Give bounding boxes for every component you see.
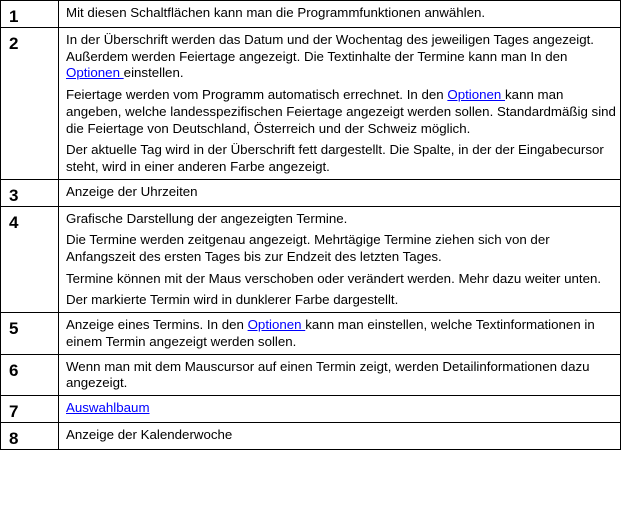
description-text: Feiertage werden vom Programm automatisch errechnet. In den bbox=[66, 87, 448, 103]
description-text: Die Termine werden zeitgenau angezeigt. Mehrtägige Termine ziehen sich von der Anfangszeit des ersten Tages bis zur Endzeit des letzten Tages. bbox=[66, 232, 550, 265]
row-description bbox=[59, 28, 621, 180]
row-description bbox=[59, 1, 621, 28]
optionen-link[interactable]: Optionen bbox=[66, 65, 124, 81]
table-row bbox=[1, 354, 621, 395]
description-text: Anzeige der Kalenderwoche bbox=[66, 426, 233, 442]
table-row bbox=[1, 28, 621, 180]
table-row bbox=[1, 395, 621, 422]
row-description bbox=[59, 395, 621, 422]
description-paragraph bbox=[66, 400, 616, 417]
description-text: kann man angeben, welche landesspezifischen Feiertage angezeigt werden sollen. Standardmäßig sind die Feiertage von Deutschland, Österreich und der Schweiz möglich. bbox=[66, 87, 616, 136]
description-text: kann man einstellen, welche Textinformationen in einem Termin angezeigt werden sollen. bbox=[66, 317, 595, 349]
description-text: Anzeige der Uhrzeiten bbox=[66, 183, 198, 199]
row-number: 6 bbox=[1, 354, 59, 395]
description-paragraph bbox=[66, 427, 616, 444]
description-text: Der aktuelle Tag wird in der Überschrift fett dargestellt. Die Spalte, in der der Eingabecursor steht, wird in einer anderen Farbe angezeigt. bbox=[66, 142, 604, 174]
table-row bbox=[1, 206, 621, 313]
table-row bbox=[1, 313, 621, 354]
row-number: 1 bbox=[1, 1, 59, 28]
description-text: einstellen. bbox=[123, 65, 184, 81]
row-number: 2 bbox=[1, 28, 59, 180]
description-paragraph bbox=[66, 5, 616, 22]
table-row bbox=[1, 1, 621, 28]
description-paragraph bbox=[66, 87, 616, 137]
description-text: Anzeige eines Termins. In den bbox=[66, 317, 248, 333]
description-text: Wenn man mit dem Mauscursor auf einen Termin zeigt, werden Detailinformationen dazu angezeigt. bbox=[66, 358, 590, 391]
optionen-link[interactable]: Optionen bbox=[247, 317, 306, 333]
row-number: 7 bbox=[1, 395, 59, 422]
description-text: Mit diesen Schaltflächen kann man die Programmfunktionen anwählen. bbox=[66, 5, 486, 20]
table-row bbox=[1, 422, 621, 449]
description-paragraph bbox=[66, 142, 616, 175]
description-paragraph bbox=[66, 271, 616, 288]
description-paragraph bbox=[66, 232, 616, 265]
row-number: 8 bbox=[1, 422, 59, 449]
description-paragraph bbox=[66, 32, 616, 82]
description-text: In der Überschrift werden das Datum und der Wochentag des jeweiligen Tages angezeigt. Außerdem werden Feiertage angezeigt. Die Textinhalte der Termine kann man In den bbox=[66, 32, 594, 64]
description-paragraph bbox=[66, 317, 616, 350]
row-description bbox=[59, 313, 621, 354]
description-paragraph bbox=[66, 184, 616, 201]
row-description bbox=[59, 179, 621, 206]
row-number: 3 bbox=[1, 179, 59, 206]
description-text: Der markierte Termin wird in dunklerer Farbe dargestellt. bbox=[66, 292, 399, 308]
row-description bbox=[59, 354, 621, 395]
row-number: 5 bbox=[1, 313, 59, 354]
auswahlbaum-link[interactable]: Auswahlbaum bbox=[66, 399, 150, 415]
description-paragraph bbox=[66, 211, 616, 228]
help-table-body bbox=[1, 1, 621, 450]
description-paragraph bbox=[66, 359, 616, 392]
description-text: Termine können mit der Maus verschoben oder verändert werden. Mehr dazu weiter unten. bbox=[66, 270, 602, 286]
optionen-link[interactable]: Optionen bbox=[447, 87, 506, 103]
description-paragraph bbox=[66, 292, 616, 309]
row-description bbox=[59, 422, 621, 449]
table-row bbox=[1, 179, 621, 206]
description-text: Grafische Darstellung der angezeigten Termine. bbox=[66, 210, 348, 226]
row-description bbox=[59, 206, 621, 313]
row-number: 4 bbox=[1, 206, 59, 313]
